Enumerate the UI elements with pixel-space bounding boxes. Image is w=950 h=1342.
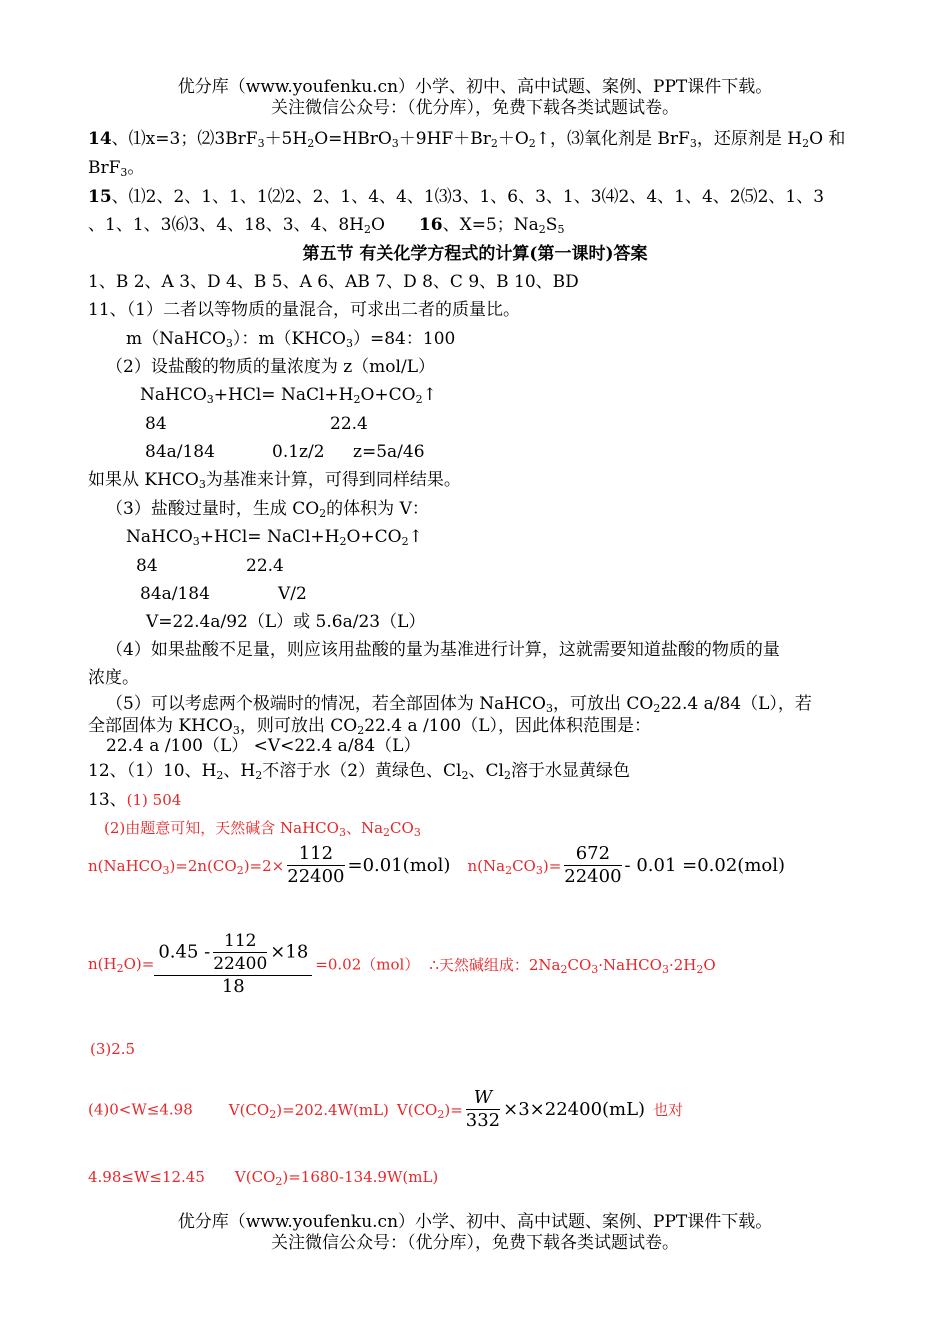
footer-line-1: 优分库（www.youfenku.cn）小学、初中、高中试题、案例、PPT课件下载。 — [177, 1212, 773, 1232]
q11-volume-result: V=22.4a/92（L）或 5.6a/23（L） — [146, 612, 426, 632]
q11-equation-2: NaHCO$_3$+HCl= $NaCl+H_2O+CO_2↑$ — [126, 527, 423, 548]
q11-row-2-col-2: 0.1z/2 — [272, 442, 325, 462]
q11-part-4-line-1: （4）如果盐酸不足量，则应该用盐酸的量为基准进行计算，这就需要知道盐酸的物质的量 — [106, 640, 780, 660]
q12-answer: 12、（1）10、$H_2$、$H_2$不溶于水（2）黄绿色、$Cl_2$、$Cl_2$溶于水显黄绿色 — [88, 761, 630, 782]
q13-line-1: 13、(1) 504 — [88, 790, 182, 810]
answers-1-10: 1、B 2、A 3、D 4、B 5、A 6、AB 7、D 8、C 9、B 10、BD — [88, 272, 579, 292]
h2o-big-fraction: 0.45 - $\frac{112}{22400}$ ×18 18 — [154, 930, 312, 998]
q11-row-4-col-2: V/2 — [278, 584, 307, 604]
q15-line-2: 、1、1、3⑹3、4、18、3、4、$8H_2O$ 16、X=5；$Na_2S_5$ — [88, 215, 565, 236]
q11-mass-ratio: m（NaHCO$_3$）：$m(KHCO_3)=84$：100 — [126, 329, 456, 350]
q11-row-2-col-3: z=5a/46 — [353, 442, 425, 462]
section-title: 第五节 有关化学方程式的计算(第一课时)答案 — [302, 244, 648, 264]
q14-line-2: BrF$_3$。 — [88, 158, 145, 179]
q11-khco3-note: 如果从 $KHCO_3$为基准来计算，可得到同样结果。 — [88, 470, 461, 491]
q11-part-5-line-1: （5）可以考虑两个极端时的情况，若全部固体为 NaHCO$_3$，可放出 $CO_222.4$ a/84（L），若 — [106, 694, 812, 715]
q13-nahco3-formula: $n(NaHCO_3)=2n(CO_2)=2\times$ $\frac{112}{22400}$ =0.01(mol) $n(Na_2CO_3)=$ $\frac{672}{22400}$ - 0.01 =0.02(mol) — [88, 843, 786, 887]
fraction-672-over-22400: $\frac{672}{22400}$ — [564, 843, 622, 887]
fraction-112-over-22400: $\frac{112}{22400}$ — [287, 843, 345, 887]
q11-volume-range: 22.4 a /100（L） <V<22.4 a/84（L） — [106, 736, 421, 756]
q11-part-1: 11、（1）二者以等物质的量混合，可求出二者的质量比。 — [88, 300, 520, 320]
q15-number: 15 — [88, 187, 112, 207]
q14-number: 14 — [88, 129, 112, 149]
q13-part-4: (4)0<W≤4.98 $V(CO_2)=202.4W(mL)$ $V(CO_2)=$ $\frac{W}{332}$ ×3×22400(mL) 也对 — [88, 1087, 684, 1131]
q11-row-1-col-1: 84 — [145, 414, 167, 434]
q11-row-1-col-2: 22.4 — [330, 414, 368, 434]
q15-line-1: 15、⑴2、2、1、1、1⑵2、2、1、4、4、1⑶3、1、6、3、1、3⑷2、4、1、4、2⑸2、1、3 — [88, 187, 825, 207]
header-line-1: 优分库（www.youfenku.cn）小学、初中、高中试题、案例、PPT课件下载。 — [177, 77, 773, 97]
fraction-w-over-332: $\frac{W}{332}$ — [465, 1087, 501, 1131]
q11-part-5-line-2: 全部固体为 $KHCO_3$，则可放出 $CO_222.4$ a /100（L），因此体积范围是： — [88, 716, 651, 737]
q11-part-2: （2）设盐酸的物质的量浓度为 z（mol/L） — [106, 357, 435, 377]
header-line-2: 关注微信公众号：（优分库），免费下载各类试题试卷。 — [271, 98, 679, 118]
q11-equation-1: NaHCO$_3$+HCl= $NaCl+H_2O+CO_2↑$ — [140, 385, 437, 406]
footer-line-2: 关注微信公众号：（优分库），免费下载各类试题试卷。 — [271, 1233, 679, 1253]
q11-row-3-col-2: 22.4 — [246, 556, 284, 576]
q16-number: 16 — [418, 215, 443, 235]
q11-part-3: （3）盐酸过量时，生成 $CO_2$的体积为 V： — [106, 499, 429, 520]
q11-part-4-line-2: 浓度。 — [88, 668, 139, 688]
q11-row-2-col-1: 84a/184 — [145, 442, 215, 462]
q13-h2o-formula: $n(H_2O)=$ 0.45 - $\frac{112}{22400}$ ×18 18 =0.02（mol） ∴天然碱组成：$2Na_2CO_3\cdot NaHCO_3\cdot 2H_2O$ — [88, 931, 716, 997]
q13-part-3: (3)2.5 — [90, 1040, 136, 1058]
q14-line-1: 14、⑴x=3；$⑵3BrF_3+5H_2O=HBrO_3+9HF+Br_2+O_2↑$，⑶氧化剂是 BrF$_3$，还原剂是 $H_2O$ 和 — [88, 129, 846, 150]
q11-row-4-col-1: 84a/184 — [140, 584, 210, 604]
q13-part-4-range-2: 4.98≤W≤12.45 $V(CO_2)=1680-134.9W(mL)$ — [88, 1168, 439, 1188]
q11-row-3-col-1: 84 — [136, 556, 158, 576]
q13-part-2-intro: (2)由题意可知，天然碱含 NaHCO$_3$、$Na_2CO_3$ — [104, 819, 421, 839]
